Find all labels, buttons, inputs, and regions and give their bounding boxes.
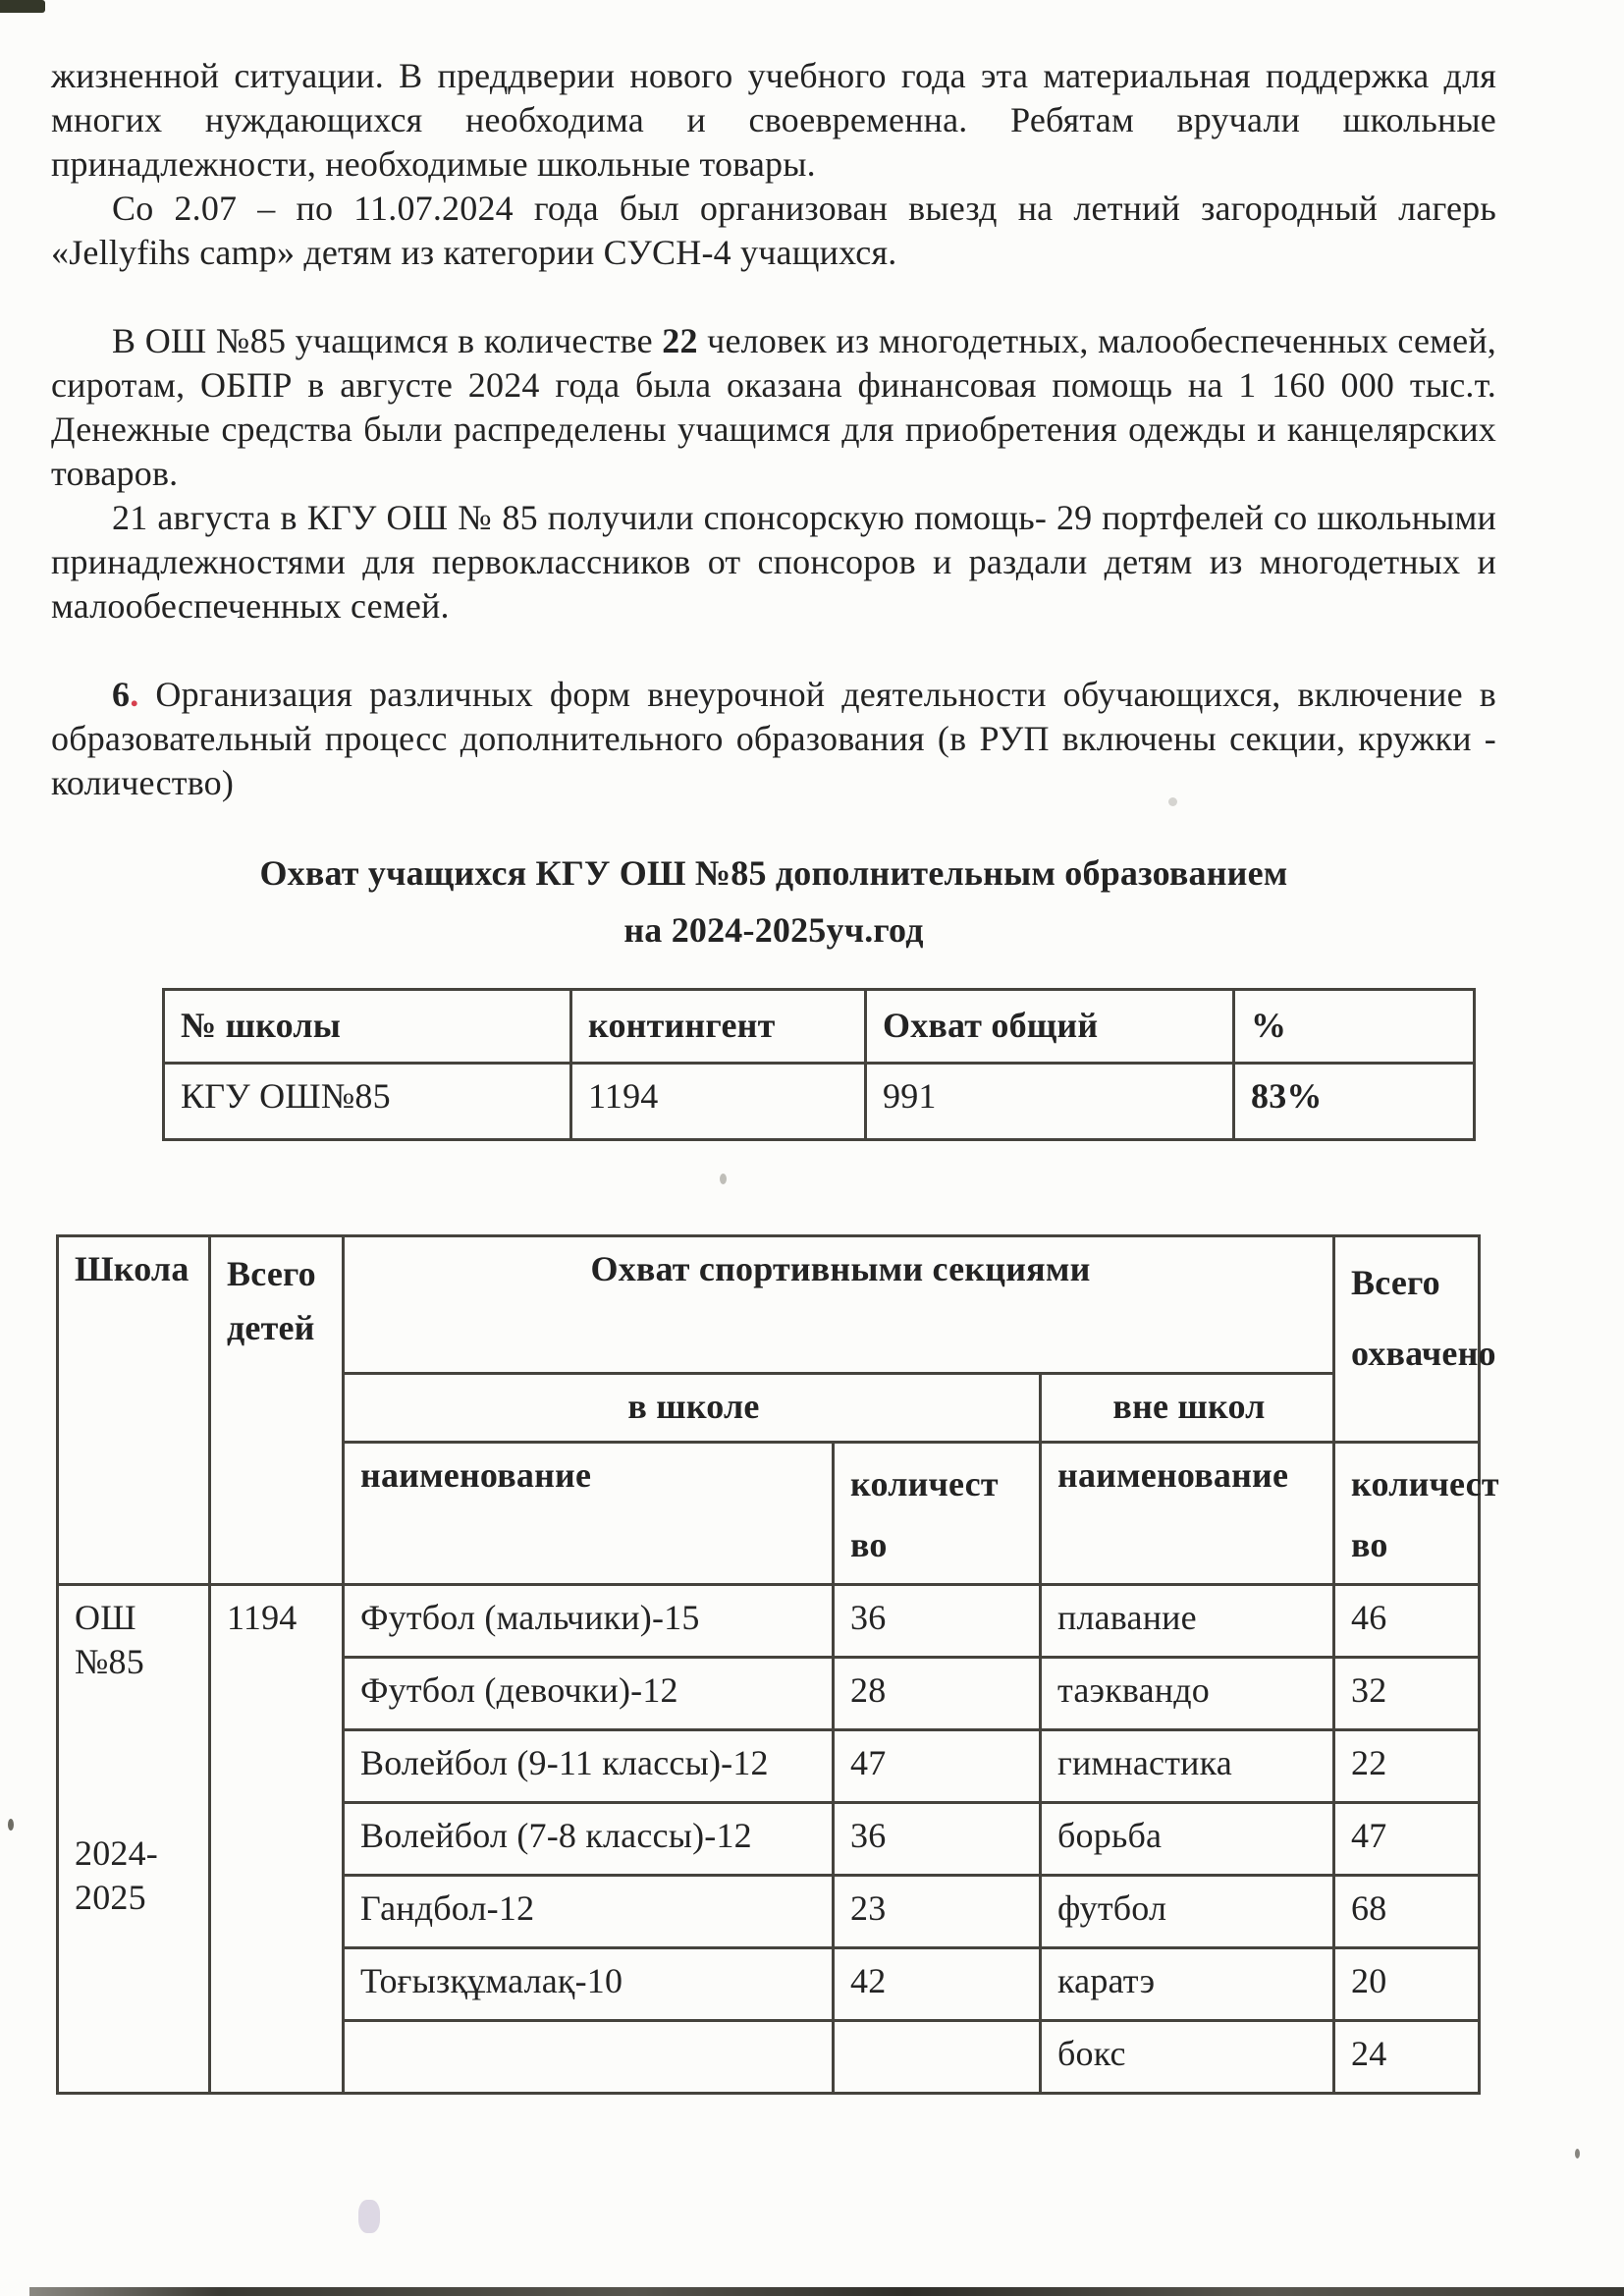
t2-cell-out-count: 24: [1334, 2021, 1480, 2094]
t2-header-count-out: количест во: [1334, 1443, 1480, 1585]
scan-mark-top-left: [0, 0, 45, 13]
t2-cell-out-name: гимнастика: [1041, 1730, 1334, 1803]
t2-cell-out-name: борьба: [1041, 1803, 1334, 1876]
t2-cell-school: [58, 1585, 210, 2094]
t2-cell-out-count: 46: [1334, 1585, 1480, 1658]
t2-cell-in-name: Футбол (мальчики)-15: [344, 1585, 834, 1658]
t2-cell-in-count: 36: [834, 1803, 1041, 1876]
t2-header-total-covered: Всего охвачено: [1334, 1236, 1480, 1443]
t2-cell-in-count: 23: [834, 1876, 1041, 1948]
paragraph-2: Со 2.07 – по 11.07.2024 года был организован выезд на летний загородный лагерь «Jellyfihs camp» детям из категории СУСН-4 учащихся.: [51, 189, 1496, 272]
t2-cell-out-name: таэквандо: [1041, 1658, 1334, 1730]
scan-speck: [8, 1819, 14, 1831]
t2-header-school: Школа: [58, 1236, 210, 1585]
paragraph-3: [51, 319, 1496, 496]
t2-cell-in-count: 28: [834, 1658, 1041, 1730]
t2-cell-total-children: 1194: [210, 1585, 344, 2094]
t2-cell-in-name: Волейбол (7-8 классы)-12: [344, 1803, 834, 1876]
scan-speck: [1575, 2149, 1580, 2159]
t2-header-sports-sections: Охват спортивными секциями: [344, 1236, 1334, 1374]
t1-header-percent: %: [1234, 990, 1475, 1064]
paragraph-4: 21 августа в КГУ ОШ № 85 получили спонсорскую помощь- 29 портфелей со школьными принадлежностями для первоклассников от спонсоров и раздали детям из многодетных и малообеспеченных семей.: [51, 498, 1496, 626]
table1-title-line2: на 2024-2025уч.год: [623, 910, 924, 950]
document-page: [51, 54, 1499, 2095]
t2-cell-out-name: плавание: [1041, 1585, 1334, 1658]
item-6-number: 6: [112, 675, 131, 714]
paragraph-3-bold-count: 22: [662, 321, 698, 360]
paragraph-5: [51, 673, 1496, 805]
scan-speck: [720, 1174, 727, 1184]
t2-header-count-in: количест во: [834, 1443, 1041, 1585]
paragraph-1: жизненной ситуации. В преддверии нового учебного года эта материальная поддержка для многих нуждающихся необходима и своевременна. Ребятам вручали школьные принадлежности, необходимые школьные товары.: [51, 56, 1496, 184]
t2-header-total-children: Всего детей: [210, 1236, 344, 1585]
t2-cell-out-name: каратэ: [1041, 1948, 1334, 2021]
paragraph-3-text-after: человек из многодетных, малообеспеченных семей, сиротам, ОБПР в августе 2024 года была оказана финансовая помощь на 1 160 000 тыс.т. Денежные средства были распределены учащимся для приобретения одежды и канцелярских товаров.: [51, 321, 1496, 493]
t2-cell-out-count: 32: [1334, 1658, 1480, 1730]
table1-title: [51, 845, 1496, 958]
paragraph-3-text: В ОШ №85 учащимся в количестве: [112, 321, 663, 360]
t2-cell-in-name: Футбол (девочки)-12: [344, 1658, 834, 1730]
scan-smudge: [358, 2200, 380, 2233]
t1-cell-percent: 83%: [1234, 1064, 1475, 1140]
item-6-red-period: .: [130, 675, 139, 714]
paragraph-5-text: Организация различных форм внеурочной деятельности обучающихся, включение в образовательный процесс дополнительного образования (в РУП включены секции, кружки - количество): [51, 675, 1496, 802]
t1-cell-contingent: 1194: [571, 1064, 866, 1140]
t2-header-name-in: наименование: [344, 1443, 834, 1585]
t2-cell-out-name: футбол: [1041, 1876, 1334, 1948]
t2-header-out-school: вне школ: [1041, 1374, 1334, 1443]
t1-header-contingent: контингент: [571, 990, 866, 1064]
t1-cell-school: КГУ ОШ№85: [164, 1064, 571, 1140]
t2-school-years: 2024-2025: [75, 1833, 158, 1917]
table-row: [58, 1236, 1480, 1374]
t1-header-school: № школы: [164, 990, 571, 1064]
t2-cell-out-count: 47: [1334, 1803, 1480, 1876]
table1-title-line1: Охват учащихся КГУ ОШ №85 дополнительным образованием: [259, 853, 1288, 893]
sports-sections-table: [56, 1234, 1499, 2095]
t2-cell-in-name: Гандбол-12: [344, 1876, 834, 1948]
t2-cell-out-count: 68: [1334, 1876, 1480, 1948]
table-row: [58, 1585, 1480, 1658]
t2-cell-in-count: 47: [834, 1730, 1041, 1803]
table-row: [164, 1064, 1475, 1140]
scan-strip-bottom: [29, 2287, 1624, 2296]
t1-header-coverage: Охват общий: [866, 990, 1234, 1064]
coverage-summary-table: [162, 988, 1476, 1141]
t2-cell-in-count: 36: [834, 1585, 1041, 1658]
t2-cell-in-count: [834, 2021, 1041, 2094]
t2-cell-out-name: бокс: [1041, 2021, 1334, 2094]
t2-cell-out-count: 22: [1334, 1730, 1480, 1803]
t2-cell-in-name: Тоғызқұмалақ-10: [344, 1948, 834, 2021]
t2-school-name: ОШ №85: [75, 1598, 144, 1681]
t2-cell-out-count: 20: [1334, 1948, 1480, 2021]
scan-speck: [1168, 797, 1177, 806]
t2-header-in-school: в школе: [344, 1374, 1041, 1443]
table-row: [164, 990, 1475, 1064]
t2-cell-in-count: 42: [834, 1948, 1041, 2021]
t2-cell-in-name: Волейбол (9-11 классы)-12: [344, 1730, 834, 1803]
t2-cell-in-name: [344, 2021, 834, 2094]
t1-cell-coverage: 991: [866, 1064, 1234, 1140]
t2-header-name-out: наименование: [1041, 1443, 1334, 1585]
